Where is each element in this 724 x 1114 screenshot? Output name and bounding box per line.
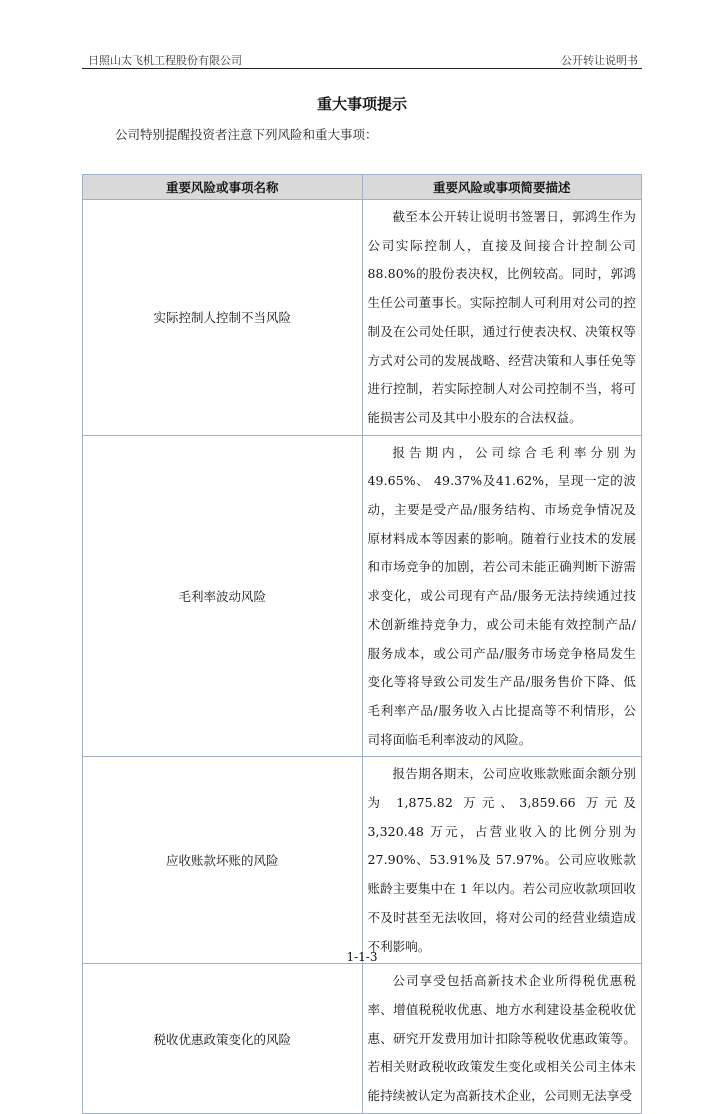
risk-table [82,174,642,1114]
column-header-name: 重要风险或事项名称 [83,175,363,200]
table-row [83,964,642,1114]
page-number: 1-1-3 [346,950,378,964]
risk-name-cell: 税收优惠政策变化的风险 [83,964,363,1114]
risk-description-cell: 公司享受包括高新技术企业所得税优惠税率、增值税税收优惠、地方水利建设基金税收优惠、研究开发费用加计扣除等税收优惠政策等。若相关财政税收政策发生变化或相关公司主体未能持续被认定为高新技术企业，公司则无法享受 [362,964,642,1114]
risk-name-cell: 毛利率波动风险 [83,435,363,757]
section-title: 重大事项提示 [316,95,407,113]
header-company-name: 日照山太飞机工程股份有限公司 [88,54,242,67]
header-document-name: 公开转让说明书 [561,54,638,67]
table-header-row [83,175,642,200]
page-header [82,50,642,69]
table-row [83,200,642,436]
risk-description-cell: 报告期内，公司综合毛利率分别为 49.65%、 49.37%及41.62%，呈现一定的波动，主要是受产品/服务结构、市场竞争情况及原材料成本等因素的影响。随着行业技术的发展和市场竞争的加剧，若公司未能正确判断下游需求变化，或公司现有产品/服务无法持续通过技术创新维持竞争力，或公司未能有效控制产品/服务成本，或公司产品/服务市场竞争格局发生变化等将导致公司发生产品/服务售价下降、低毛利率产品/服务收入占比提高等不利情形，公司将面临毛利率波动的风险。 [362,435,642,757]
intro-text: 公司特别提醒投资者注意下列风险和重大事项： [115,127,378,142]
risk-description-cell: 截至本公开转让说明书签署日，郭鸿生作为公司实际控制人，直接及间接合计控制公司 88.80%的股份表决权，比例较高。同时，郭鸿生任公司董事长。实际控制人可利用对公司的控制及在公司处任职，通过行使表决权、决策权等方式对公司的发展战略、经营决策和人事任免等进行控制，若实际控制人对公司控制不当，将可能损害公司及其中小股东的合法权益。 [362,200,642,436]
risk-name-cell: 应收账款坏账的风险 [83,757,363,964]
risk-description-cell: 报告期各期末，公司应收账款账面余额分别为 1,875.82 万元、3,859.66 万元及 3,320.48 万元，占营业收入的比例分别为 27.90%、53.91%及 57.97%。公司应收账款账龄主要集中在 1 年以内。若公司应收款项回收不及时甚至无法收回，将对公司的经营业绩造成不利影响。 [362,757,642,964]
risk-name-cell: 实际控制人控制不当风险 [83,200,363,436]
column-header-description: 重要风险或事项简要描述 [362,175,642,200]
table-row [83,435,642,757]
table-row [83,757,642,964]
